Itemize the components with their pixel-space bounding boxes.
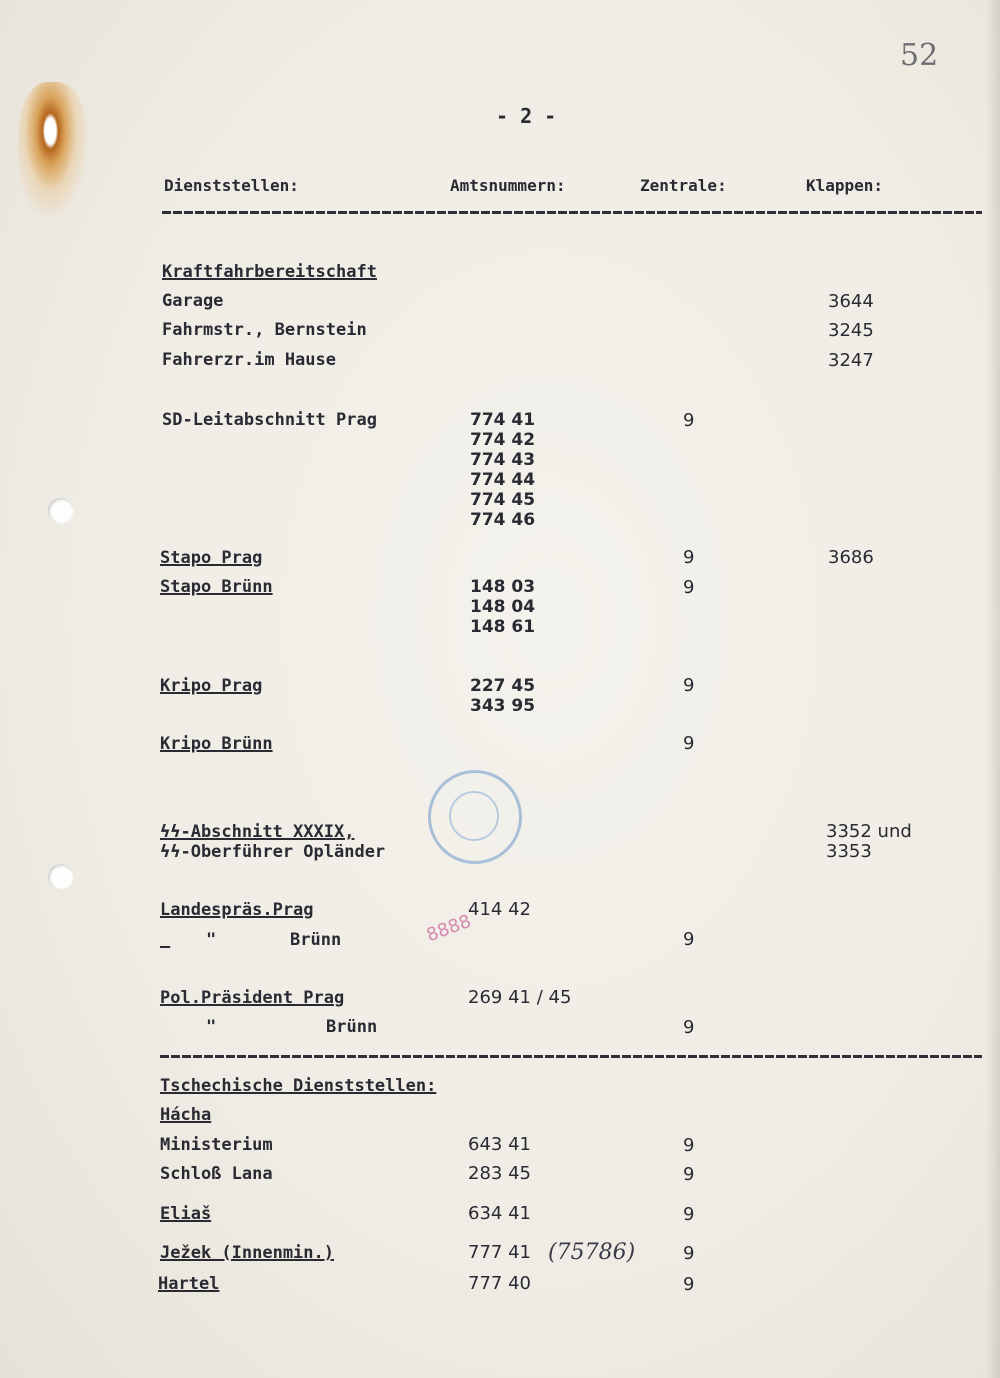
amtsnummer: 774 43 <box>470 450 536 470</box>
amtsnummer: 774 46 <box>470 510 536 530</box>
zentrale-value: 9 <box>683 1017 695 1038</box>
amtsnummern-list <box>470 577 535 637</box>
section-title-kraftfahrbereitschaft: Kraftfahrbereitschaft <box>162 262 377 282</box>
page-header-number: - 2 - <box>496 104 557 128</box>
zentrale-value: 9 <box>683 1204 695 1225</box>
klappen-value: 3686 <box>828 547 874 568</box>
entry-name: ϟϟ-Abschnitt XXXIX, <box>160 822 355 842</box>
section-title-tschechische: Tschechische Dienststellen: <box>160 1076 437 1096</box>
entry-name: Hácha <box>160 1105 212 1125</box>
amtsnummer: 148 04 <box>470 597 536 617</box>
amtsnummer: 343 95 <box>470 696 536 716</box>
handwritten-page-number: 52 <box>900 38 939 73</box>
amtsnummer: 774 41 <box>470 410 536 430</box>
amtsnummern-list <box>470 410 535 530</box>
entry-name: Fahrerzr.im Hause <box>162 350 336 370</box>
klappen-value: 3352 und <box>826 821 912 842</box>
zentrale-value: 9 <box>683 1274 695 1295</box>
amtsnummer: 283 45 <box>468 1163 531 1184</box>
burn-mark <box>18 82 90 222</box>
entry-name: Landespräs.Prag <box>160 900 314 920</box>
entry-name: ϟϟ-Oberführer Opländer <box>160 842 386 862</box>
column-header-amtsnummern: Amtsnummern: <box>450 176 566 195</box>
amtsnummer: 777 40 <box>468 1273 531 1294</box>
entry-name: Stapo Prag <box>160 548 263 568</box>
klappen-value: 3245 <box>828 320 874 341</box>
zentrale-value: 9 <box>683 1135 695 1156</box>
punch-hole <box>48 498 74 524</box>
dashed-rule <box>160 1055 982 1058</box>
entry-name: Brünn <box>326 1017 378 1037</box>
klappen-value: 3247 <box>828 350 874 371</box>
amtsnummer: 227 45 <box>470 676 536 696</box>
entry-name: Fahrmstr., Bernstein <box>162 320 367 340</box>
zentrale-value: 9 <box>683 733 695 754</box>
entry-name: Pol.Präsident Prag <box>160 988 345 1008</box>
zentrale-value: 9 <box>683 1164 695 1185</box>
amtsnummer: 634 41 <box>468 1203 531 1224</box>
column-header-zentrale: Zentrale: <box>640 176 727 195</box>
dashed-rule <box>162 211 982 214</box>
zentrale-value: 9 <box>683 675 695 696</box>
pink-stamp: 8888 <box>423 910 475 947</box>
amtsnummer: 269 41 / 45 <box>468 987 572 1008</box>
amtsnummer: 774 44 <box>470 470 536 490</box>
zentrale-value: 9 <box>683 929 695 950</box>
entry-name: Brünn <box>290 930 342 950</box>
page-edge-shadow <box>986 0 1000 1378</box>
entry-name: Kripo Prag <box>160 676 263 696</box>
entry-name: Eliaš <box>160 1204 212 1224</box>
zentrale-value: 9 <box>683 547 695 568</box>
klappen-value: 3644 <box>828 291 874 312</box>
entry-name: Stapo Brünn <box>160 577 273 597</box>
ditto-mark: " <box>206 1017 217 1037</box>
entry-name: Schloß Lana <box>160 1164 273 1184</box>
amtsnummer: 774 45 <box>470 490 536 510</box>
handwritten-note: (75786) <box>548 1240 636 1265</box>
punch-hole <box>48 864 74 890</box>
amtsnummer: 643 41 <box>468 1134 531 1155</box>
entry-name: Ježek (Innenmin.) <box>160 1243 334 1263</box>
amtsnummern-list <box>470 676 535 716</box>
zentrale-value: 9 <box>683 1243 695 1264</box>
amtsnummer: 414 42 <box>468 899 531 920</box>
amtsnummer: 148 03 <box>470 577 536 597</box>
entry-name: Garage <box>162 291 224 311</box>
round-stamp <box>428 770 522 864</box>
amtsnummer: 777 41 <box>468 1242 531 1263</box>
amtsnummer: 774 42 <box>470 430 536 450</box>
ditto-mark: " <box>206 930 217 950</box>
entry-name-ditto <box>160 930 350 950</box>
entry-name: Hartel <box>158 1274 220 1294</box>
entry-name: Kripo Brünn <box>160 734 273 754</box>
entry-name: SD-Leitabschnitt Prag <box>162 410 377 430</box>
column-header-klappen: Klappen: <box>806 176 884 195</box>
column-header-dienststellen: Dienststellen: <box>164 176 299 195</box>
amtsnummer: 148 61 <box>470 617 536 637</box>
klappen-value: 3353 <box>826 841 872 862</box>
entry-name: Ministerium <box>160 1135 273 1155</box>
zentrale-value: 9 <box>683 410 695 431</box>
zentrale-value: 9 <box>683 577 695 598</box>
